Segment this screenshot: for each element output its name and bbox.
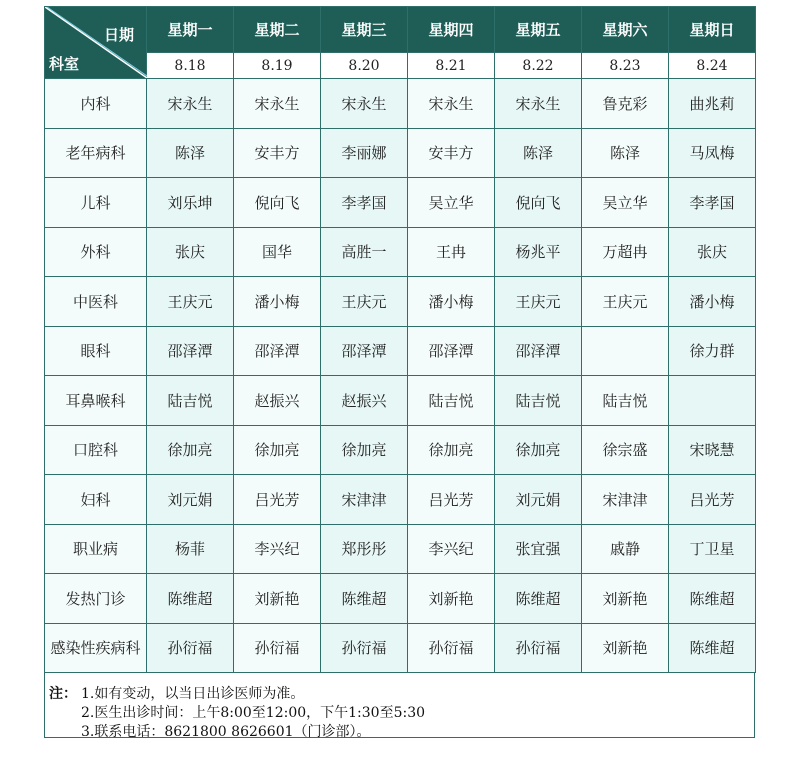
doctor-cell: 曲兆莉	[669, 79, 756, 129]
schedule-row	[45, 524, 756, 574]
doctor-cell: 杨菲	[147, 524, 234, 574]
doctor-cell: 陆吉悦	[147, 376, 234, 426]
doctor-cell: 宋津津	[321, 475, 408, 525]
doctor-cell: 徐加亮	[234, 425, 321, 475]
department-cell: 耳鼻喉科	[45, 376, 147, 426]
schedule-row	[45, 277, 756, 327]
doctor-cell: 陆吉悦	[408, 376, 495, 426]
doctor-cell: 刘新艳	[408, 574, 495, 624]
doctor-cell: 王庆元	[495, 277, 582, 327]
doctor-cell: 徐加亮	[321, 425, 408, 475]
weekday-header: 星期一	[147, 7, 234, 53]
department-cell: 眼科	[45, 326, 147, 376]
doctor-cell: 吴立华	[408, 178, 495, 228]
doctor-cell: 徐力群	[669, 326, 756, 376]
notes-lead: 注：	[49, 686, 77, 702]
department-cell: 职业病	[45, 524, 147, 574]
doctor-cell: 李兴纪	[408, 524, 495, 574]
doctor-cell: 陈泽	[495, 128, 582, 178]
doctor-cell: 李孝国	[321, 178, 408, 228]
schedule-row	[45, 227, 756, 277]
date-cell: 8.20	[321, 53, 408, 79]
doctor-cell: 孙衍福	[234, 623, 321, 673]
doctor-cell: 邵泽潭	[321, 326, 408, 376]
schedule-row	[45, 128, 756, 178]
doctor-cell: 王庆元	[321, 277, 408, 327]
doctor-cell: 宋永生	[321, 79, 408, 129]
schedule-row	[45, 326, 756, 376]
doctor-cell	[669, 376, 756, 426]
doctor-cell: 张庆	[669, 227, 756, 277]
corner-dept-label: 科室	[49, 55, 80, 73]
doctor-cell: 刘新艳	[582, 623, 669, 673]
note-item: 3.联系电话：8621800 8626601（门诊部）。	[81, 724, 371, 740]
doctor-cell: 刘新艳	[234, 574, 321, 624]
doctor-cell: 赵振兴	[321, 376, 408, 426]
doctor-cell: 刘乐坤	[147, 178, 234, 228]
doctor-cell: 陈泽	[582, 128, 669, 178]
doctor-cell	[582, 326, 669, 376]
doctor-cell: 宋永生	[408, 79, 495, 129]
doctor-cell: 陈维超	[495, 574, 582, 624]
doctor-cell: 孙衍福	[321, 623, 408, 673]
department-cell: 中医科	[45, 277, 147, 327]
doctor-cell: 高胜一	[321, 227, 408, 277]
weekday-header: 星期日	[669, 7, 756, 53]
doctor-cell: 吴立华	[582, 178, 669, 228]
doctor-cell: 邵泽潭	[408, 326, 495, 376]
doctor-cell: 倪向飞	[234, 178, 321, 228]
doctor-cell: 安丰方	[234, 128, 321, 178]
note-item: 2.医生出诊时间：上午8:00至12:00，下午1:30至5:30	[81, 705, 426, 721]
doctor-cell: 宋永生	[147, 79, 234, 129]
corner-header-cell	[45, 7, 147, 79]
doctor-cell: 陈维超	[669, 574, 756, 624]
schedule-row	[45, 623, 756, 673]
doctor-cell: 潘小梅	[408, 277, 495, 327]
department-cell: 外科	[45, 227, 147, 277]
doctor-cell: 徐加亮	[408, 425, 495, 475]
schedule-body	[45, 79, 756, 673]
doctor-cell: 邵泽潭	[234, 326, 321, 376]
schedule-row	[45, 475, 756, 525]
date-cell: 8.23	[582, 53, 669, 79]
weekday-header: 星期四	[408, 7, 495, 53]
doctor-cell: 潘小梅	[234, 277, 321, 327]
doctor-cell: 陈维超	[147, 574, 234, 624]
department-cell: 儿科	[45, 178, 147, 228]
doctor-cell: 陆吉悦	[495, 376, 582, 426]
doctor-cell: 陈维超	[321, 574, 408, 624]
date-header-row	[45, 53, 756, 79]
schedule-row	[45, 79, 756, 129]
doctor-cell: 吕光芳	[408, 475, 495, 525]
date-cell: 8.18	[147, 53, 234, 79]
doctor-cell: 陈泽	[147, 128, 234, 178]
weekday-header: 星期二	[234, 7, 321, 53]
doctor-cell: 徐加亮	[147, 425, 234, 475]
doctor-cell: 鲁克彩	[582, 79, 669, 129]
doctor-cell: 张宜强	[495, 524, 582, 574]
department-cell: 感染性疾病科	[45, 623, 147, 673]
date-cell: 8.24	[669, 53, 756, 79]
doctor-cell: 刘元娟	[495, 475, 582, 525]
date-cell: 8.19	[234, 53, 321, 79]
date-cell: 8.21	[408, 53, 495, 79]
weekday-header: 星期六	[582, 7, 669, 53]
doctor-cell: 宋永生	[234, 79, 321, 129]
department-cell: 内科	[45, 79, 147, 129]
doctor-cell: 王庆元	[147, 277, 234, 327]
doctor-cell: 李丽娜	[321, 128, 408, 178]
doctor-cell: 杨兆平	[495, 227, 582, 277]
note-item: 1.如有变动，以当日出诊医师为准。	[81, 686, 305, 702]
doctor-cell: 吕光芳	[234, 475, 321, 525]
notes-section	[44, 673, 755, 738]
doctor-cell: 戚静	[582, 524, 669, 574]
doctor-cell: 刘元娟	[147, 475, 234, 525]
doctor-cell: 徐加亮	[495, 425, 582, 475]
department-cell: 老年病科	[45, 128, 147, 178]
schedule-row	[45, 574, 756, 624]
doctor-cell: 陈维超	[669, 623, 756, 673]
doctor-cell: 宋永生	[495, 79, 582, 129]
doctor-cell: 宋晓慧	[669, 425, 756, 475]
doctor-cell: 孙衍福	[495, 623, 582, 673]
doctor-cell: 孙衍福	[147, 623, 234, 673]
doctor-cell: 李兴纪	[234, 524, 321, 574]
schedule-row	[45, 376, 756, 426]
schedule-row	[45, 425, 756, 475]
doctor-cell: 张庆	[147, 227, 234, 277]
department-cell: 妇科	[45, 475, 147, 525]
doctor-cell: 吕光芳	[669, 475, 756, 525]
doctor-cell: 郑彤彤	[321, 524, 408, 574]
doctor-cell: 王冉	[408, 227, 495, 277]
doctor-cell: 丁卫星	[669, 524, 756, 574]
doctor-cell: 邵泽潭	[495, 326, 582, 376]
doctor-cell: 马凤梅	[669, 128, 756, 178]
doctor-cell: 潘小梅	[669, 277, 756, 327]
schedule-row	[45, 178, 756, 228]
doctor-cell: 李孝国	[669, 178, 756, 228]
doctor-cell: 王庆元	[582, 277, 669, 327]
doctor-cell: 孙衍福	[408, 623, 495, 673]
department-cell: 发热门诊	[45, 574, 147, 624]
weekday-header: 星期三	[321, 7, 408, 53]
doctor-cell: 万超冉	[582, 227, 669, 277]
doctor-cell: 陆吉悦	[582, 376, 669, 426]
schedule-table	[44, 6, 756, 673]
doctor-cell: 刘新艳	[582, 574, 669, 624]
doctor-cell: 邵泽潭	[147, 326, 234, 376]
date-cell: 8.22	[495, 53, 582, 79]
doctor-cell: 安丰方	[408, 128, 495, 178]
weekday-header: 星期五	[495, 7, 582, 53]
doctor-cell: 国华	[234, 227, 321, 277]
weekday-header-row	[45, 7, 756, 53]
doctor-cell: 赵振兴	[234, 376, 321, 426]
doctor-cell: 徐宗盛	[582, 425, 669, 475]
doctor-cell: 宋津津	[582, 475, 669, 525]
doctor-cell: 倪向飞	[495, 178, 582, 228]
duty-schedule-sheet	[44, 6, 755, 738]
corner-date-label: 日期	[103, 26, 134, 44]
department-cell: 口腔科	[45, 425, 147, 475]
